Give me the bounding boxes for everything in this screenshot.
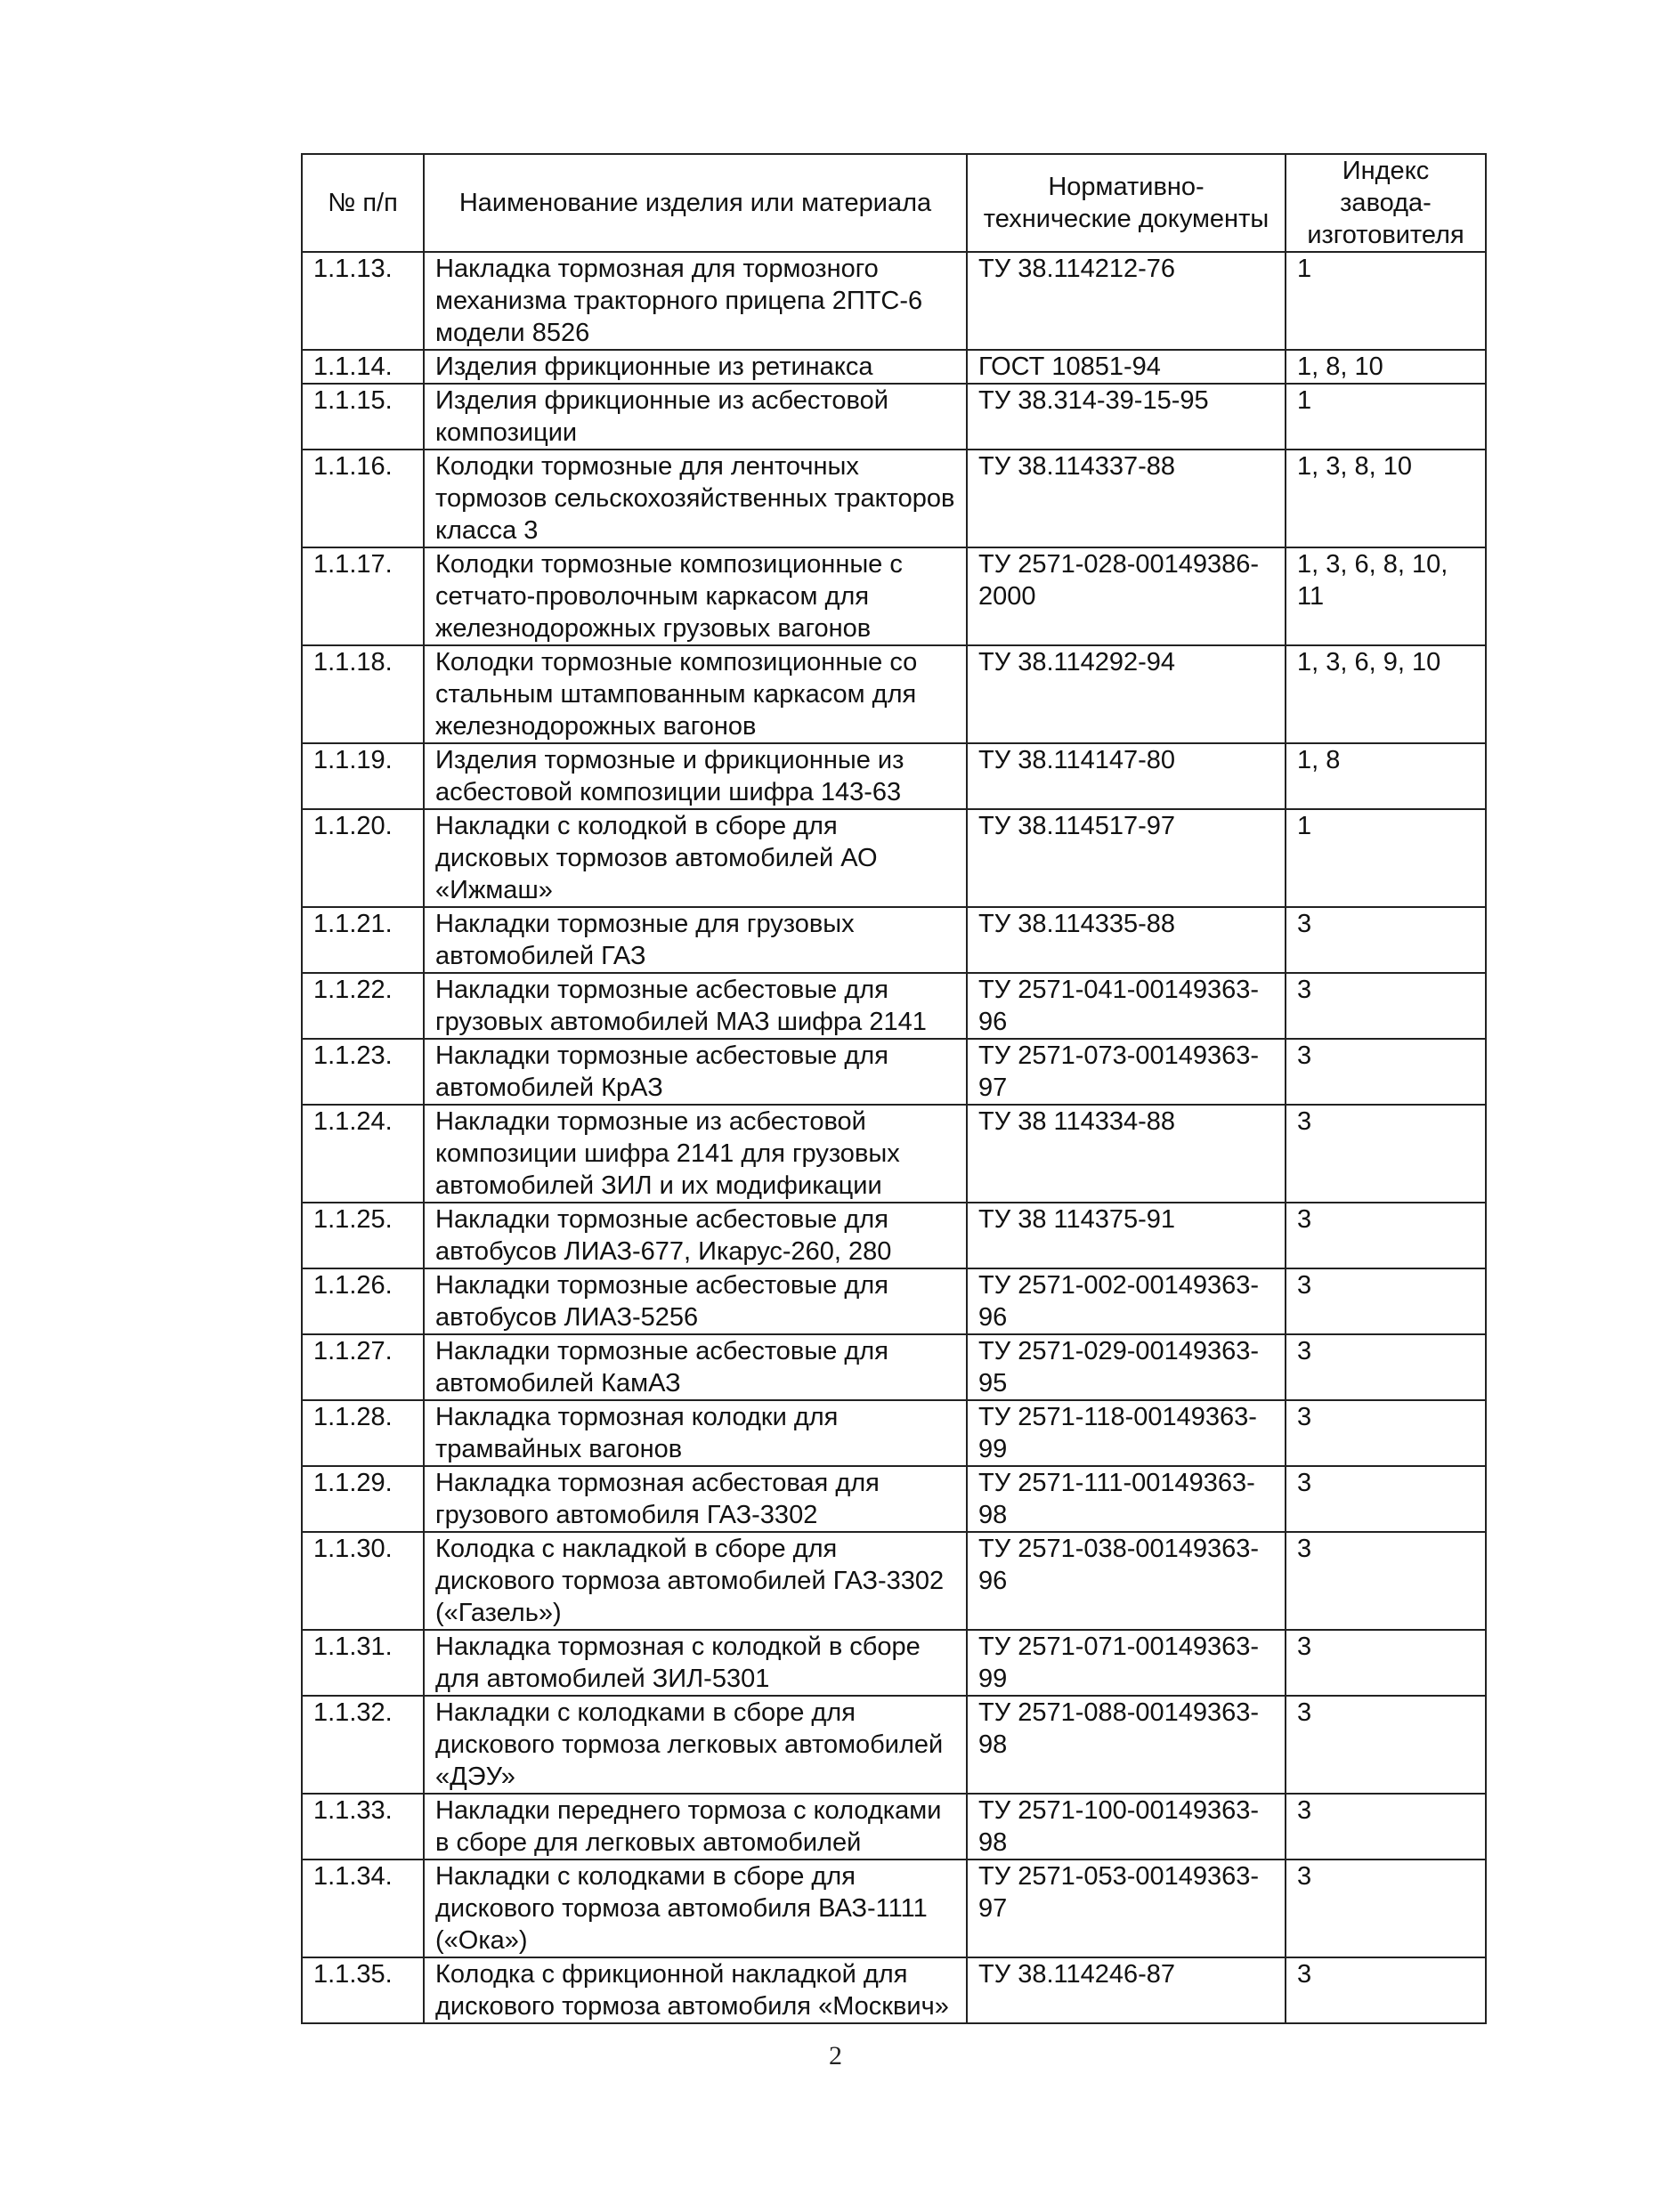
cell-doc: ТУ 38.314-39-15-95 [967,384,1286,450]
cell-index: 1, 8 [1286,743,1486,809]
cell-index: 1 [1286,809,1486,907]
cell-index: 3 [1286,1334,1486,1400]
cell-index: 3 [1286,973,1486,1039]
cell-name: Изделия фрикционные из асбестовой композиции [424,384,967,450]
table-row [302,1268,1486,1334]
cell-num: 1.1.32. [302,1696,424,1794]
cell-num: 1.1.24. [302,1105,424,1203]
table-row [302,1794,1486,1860]
cell-name: Колодки тормозные композиционные со стальным штампованным каркасом для железнодорожных вагонов [424,645,967,743]
cell-name: Накладки с колодками в сборе для дискового тормоза автомобиля ВАЗ-1111 («Ока») [424,1860,967,1957]
cell-index: 3 [1286,1957,1486,2023]
header-doc: Нормативно-технические документы [967,154,1286,252]
cell-doc: ТУ 2571-088-00149363-98 [967,1696,1286,1794]
cell-num: 1.1.14. [302,350,424,384]
table-row [302,907,1486,973]
cell-name: Накладки тормозные асбестовые для автобусов ЛИАЗ-5256 [424,1268,967,1334]
header-name: Наименование изделия или материала [424,154,967,252]
cell-num: 1.1.20. [302,809,424,907]
cell-doc: ТУ 2571-002-00149363-96 [967,1268,1286,1334]
cell-num: 1.1.21. [302,907,424,973]
cell-num: 1.1.28. [302,1400,424,1466]
cell-num: 1.1.23. [302,1039,424,1105]
cell-doc: ТУ 2571-038-00149363-96 [967,1532,1286,1630]
cell-name: Накладка тормозная для тормозного механизма тракторного прицепа 2ПТС-6 модели 8526 [424,252,967,350]
cell-name: Изделия тормозные и фрикционные из асбестовой композиции шифра 143-63 [424,743,967,809]
cell-num: 1.1.33. [302,1794,424,1860]
cell-index: 3 [1286,1696,1486,1794]
cell-doc: ТУ 2571-041-00149363-96 [967,973,1286,1039]
cell-index: 3 [1286,1268,1486,1334]
cell-doc: ТУ 2571-073-00149363-97 [967,1039,1286,1105]
table-row [302,1203,1486,1268]
cell-doc: ТУ 2571-029-00149363-95 [967,1334,1286,1400]
page-number: 2 [829,2041,842,2070]
table-row [302,973,1486,1039]
cell-name: Колодки тормозные композиционные с сетчато-проволочным каркасом для железнодорожных грузовых вагонов [424,547,967,645]
cell-doc: ГОСТ 10851-94 [967,350,1286,384]
cell-num: 1.1.25. [302,1203,424,1268]
cell-index: 3 [1286,1794,1486,1860]
products-table [301,153,1487,2024]
cell-name: Накладки тормозные для грузовых автомобилей ГАЗ [424,907,967,973]
cell-doc: ТУ 38.114517-97 [967,809,1286,907]
cell-index: 1 [1286,252,1486,350]
cell-index: 3 [1286,1039,1486,1105]
table-row [302,1334,1486,1400]
cell-num: 1.1.26. [302,1268,424,1334]
cell-name: Накладки тормозные асбестовые для грузовых автомобилей МАЗ шифра 2141 [424,973,967,1039]
cell-index: 3 [1286,1860,1486,1957]
cell-doc: ТУ 2571-028-00149386-2000 [967,547,1286,645]
table-header-row [302,154,1486,252]
cell-doc: ТУ 38.114337-88 [967,450,1286,547]
cell-index: 3 [1286,1400,1486,1466]
cell-name: Накладки переднего тормоза с колодками в сборе для легковых автомобилей [424,1794,967,1860]
table-row [302,1860,1486,1957]
cell-num: 1.1.34. [302,1860,424,1957]
cell-num: 1.1.31. [302,1630,424,1696]
table-row [302,252,1486,350]
cell-doc: ТУ 2571-053-00149363-97 [967,1860,1286,1957]
cell-index: 3 [1286,1532,1486,1630]
cell-doc: ТУ 2571-071-00149363-99 [967,1630,1286,1696]
cell-index: 3 [1286,1105,1486,1203]
cell-num: 1.1.30. [302,1532,424,1630]
cell-num: 1.1.15. [302,384,424,450]
cell-index: 3 [1286,1203,1486,1268]
cell-num: 1.1.27. [302,1334,424,1400]
cell-num: 1.1.17. [302,547,424,645]
table-row [302,809,1486,907]
cell-doc: ТУ 38.114335-88 [967,907,1286,973]
cell-num: 1.1.16. [302,450,424,547]
table-row [302,1630,1486,1696]
table-row [302,1400,1486,1466]
table-row [302,1039,1486,1105]
cell-name: Накладки тормозные асбестовые для автомобилей КамАЗ [424,1334,967,1400]
cell-name: Накладки тормозные асбестовые для автомобилей КрАЗ [424,1039,967,1105]
table-row [302,743,1486,809]
cell-index: 1, 3, 8, 10 [1286,450,1486,547]
cell-name: Накладка тормозная колодки для трамвайных вагонов [424,1400,967,1466]
cell-num: 1.1.13. [302,252,424,350]
header-index: Индекс завода-изготовителя [1286,154,1486,252]
cell-num: 1.1.29. [302,1466,424,1532]
cell-doc: ТУ 2571-118-00149363-99 [967,1400,1286,1466]
cell-index: 1, 3, 6, 9, 10 [1286,645,1486,743]
cell-name: Колодка с фрикционной накладкой для дискового тормоза автомобиля «Москвич» [424,1957,967,2023]
table-row [302,1466,1486,1532]
table-row [302,1105,1486,1203]
cell-name: Накладка тормозная с колодкой в сборе для автомобилей ЗИЛ-5301 [424,1630,967,1696]
table-row [302,645,1486,743]
cell-num: 1.1.22. [302,973,424,1039]
cell-doc: ТУ 2571-111-00149363-98 [967,1466,1286,1532]
cell-name: Накладки с колодками в сборе для дискового тормоза легковых автомобилей «ДЭУ» [424,1696,967,1794]
cell-doc: ТУ 2571-100-00149363-98 [967,1794,1286,1860]
table-row [302,384,1486,450]
table-row [302,1532,1486,1630]
table-row [302,450,1486,547]
table-body [302,252,1486,2023]
cell-index: 3 [1286,1630,1486,1696]
cell-index: 1, 8, 10 [1286,350,1486,384]
cell-name: Колодка с накладкой в сборе для дискового тормоза автомобилей ГАЗ-3302 («Газель») [424,1532,967,1630]
cell-doc: ТУ 38 114334-88 [967,1105,1286,1203]
cell-index: 1, 3, 6, 8, 10, 11 [1286,547,1486,645]
cell-doc: ТУ 38 114375-91 [967,1203,1286,1268]
cell-doc: ТУ 38.114246-87 [967,1957,1286,2023]
header-num: № п/п [302,154,424,252]
cell-name: Изделия фрикционные из ретинакса [424,350,967,384]
table-row [302,1696,1486,1794]
cell-doc: ТУ 38.114212-76 [967,252,1286,350]
cell-num: 1.1.19. [302,743,424,809]
table-row [302,1957,1486,2023]
cell-num: 1.1.35. [302,1957,424,2023]
cell-doc: ТУ 38.114147-80 [967,743,1286,809]
table-row [302,547,1486,645]
cell-index: 3 [1286,1466,1486,1532]
cell-name: Накладки тормозные из асбестовой композиции шифра 2141 для грузовых автомобилей ЗИЛ и их модификации [424,1105,967,1203]
cell-doc: ТУ 38.114292-94 [967,645,1286,743]
cell-num: 1.1.18. [302,645,424,743]
cell-index: 3 [1286,907,1486,973]
cell-name: Накладка тормозная асбестовая для грузового автомобиля ГАЗ-3302 [424,1466,967,1532]
table-row [302,350,1486,384]
cell-index: 1 [1286,384,1486,450]
cell-name: Колодки тормозные для ленточных тормозов сельскохозяйственных тракторов класса 3 [424,450,967,547]
cell-name: Накладки с колодкой в сборе для дисковых тормозов автомобилей АО «Ижмаш» [424,809,967,907]
cell-name: Накладки тормозные асбестовые для автобусов ЛИАЗ-677, Икарус-260, 280 [424,1203,967,1268]
